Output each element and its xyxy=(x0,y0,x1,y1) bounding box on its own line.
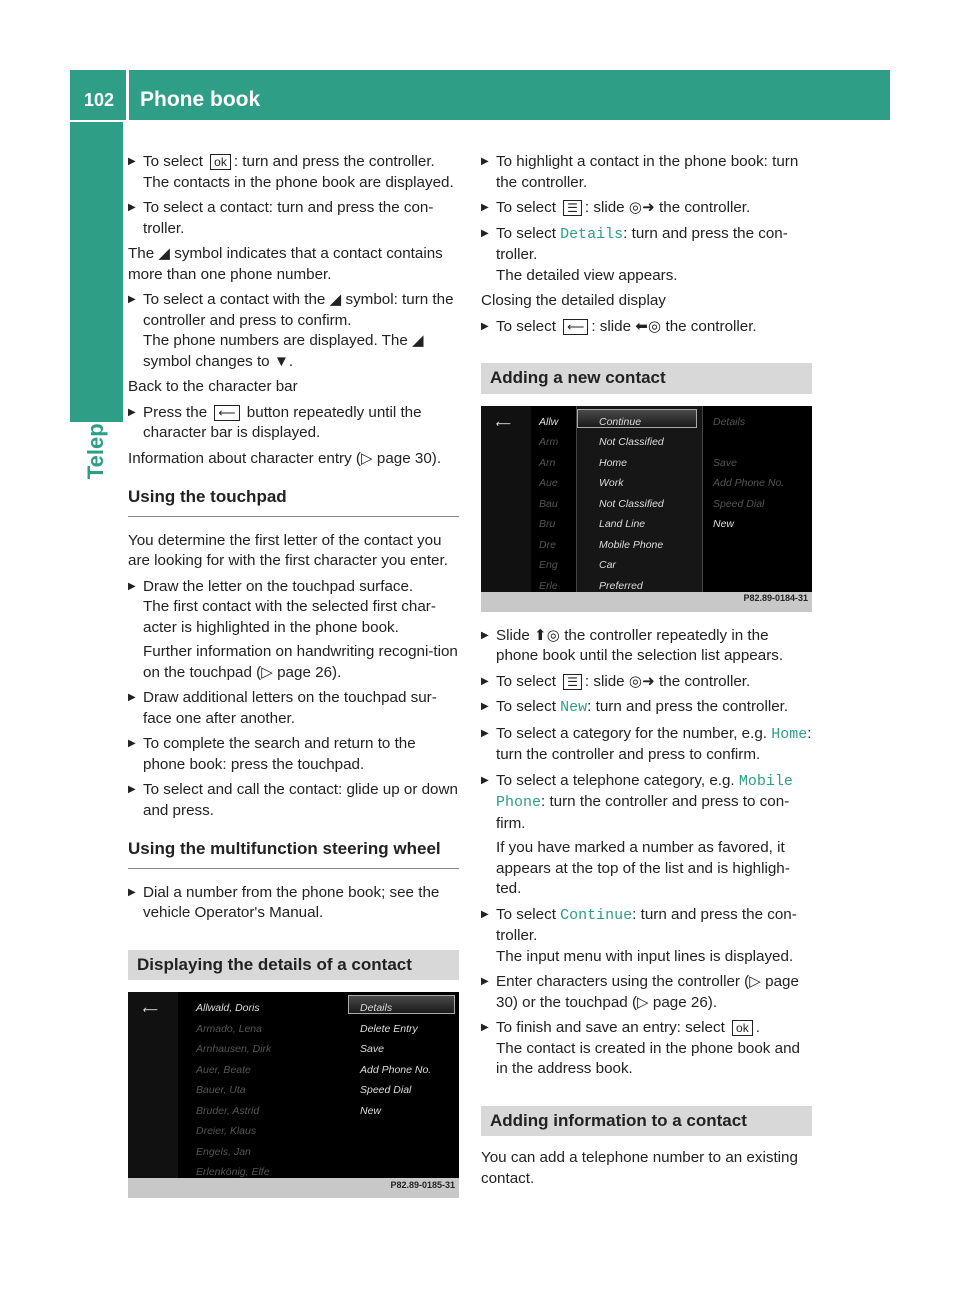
paragraph: Closing the detailed display xyxy=(481,292,666,309)
sidebar-label-box xyxy=(70,310,123,570)
contact-row[interactable]: Aue xyxy=(539,477,558,489)
slide-right-icon: ◎➜ xyxy=(628,672,655,690)
contact-row[interactable]: Allw xyxy=(539,415,559,428)
list-item: ▶ To select and call the contact: glide up or down and press. xyxy=(128,780,459,821)
list-item: ▶ To select a telephone category, e.g. Mobile Phone: turn the controller and press to con-firm. If you have marked a number as favored, it appears at the top of the list and is highligh-ted. xyxy=(481,771,812,900)
paragraph: You determine the first letter of the contact you are looking for with the first character you enter. xyxy=(128,531,448,569)
menu-item[interactable]: New xyxy=(360,1104,382,1117)
list-item: ▶ To select a category for the number, e.g. Home: turn the controller and press to confirm. xyxy=(481,724,812,766)
right-column xyxy=(481,152,812,1194)
category-item[interactable]: Land Line xyxy=(599,518,646,530)
back-arrow-icon: ⟵ xyxy=(563,319,588,335)
left-column xyxy=(128,152,459,1212)
more-numbers-icon: ◢ xyxy=(329,291,342,308)
list-item-sub: The contacts in the phone book are displayed. xyxy=(143,173,454,191)
contact-row[interactable]: Bru xyxy=(539,518,556,530)
screenshot-new-contact xyxy=(481,406,812,612)
menu-item[interactable]: Speed Dial xyxy=(713,497,765,510)
slide-up-icon: ⬆◎ xyxy=(534,626,560,644)
back-icon: ⟵ xyxy=(142,1004,158,1016)
list-item: ▶ Draw additional letters on the touchpad sur-face one after another. xyxy=(128,688,459,729)
contact-row[interactable]: Arnhausen, Dirk xyxy=(196,1043,272,1055)
back-icon: ⟵ xyxy=(495,417,511,430)
section-bar: Displaying the details of a contact xyxy=(128,950,459,981)
contact-row[interactable]: Armado, Lena xyxy=(196,1022,262,1035)
category-item[interactable]: Work xyxy=(599,477,624,489)
list-item-sub: The contact is created in the phone book and in the address book. xyxy=(496,1039,800,1077)
category-item[interactable]: Home xyxy=(599,456,628,469)
list-item: ▶ To select Continue: turn and press the con-troller. The input menu with input lines is displayed. xyxy=(481,905,812,968)
list-item-sub: If you have marked a number as favored, it appears at the top of the list and is highligh-ted. xyxy=(496,839,790,897)
list-item: ▶ To select a contact with the ◢ symbol: turn the controller and press to confirm. The phone numbers are displayed. The ◢ symbol changes to ▼. xyxy=(128,290,459,372)
header-divider xyxy=(126,70,129,120)
list-item-sub: Further information on handwriting recogni-tion on the touchpad (▷ page 26). xyxy=(143,643,458,681)
list-item: ▶ To select ok : turn and press the controller. The contacts in the phone book are displayed. xyxy=(128,152,459,193)
paragraph: The ◢ symbol indicates that a contact contains more than one phone number. xyxy=(128,245,443,283)
contact-row[interactable]: Bruder, Astrid xyxy=(196,1104,260,1117)
category-item[interactable]: Continue xyxy=(599,415,642,428)
contact-row[interactable]: Eng xyxy=(539,559,558,571)
list-item: ▶ To select ⟵ : slide ⬅◎ the controller. xyxy=(481,317,812,338)
list-item: ▶ To select Details: turn and press the con-troller. The detailed view appears. xyxy=(481,224,812,287)
menu-item[interactable]: New xyxy=(713,518,735,530)
list-item: ▶ To select a contact: turn and press the con-troller. xyxy=(128,198,459,239)
contact-row[interactable]: Engels, Jan xyxy=(196,1145,251,1158)
list-item-sub: The input menu with input lines is displayed. xyxy=(496,947,794,965)
menu-item[interactable]: Speed Dial xyxy=(360,1084,412,1096)
list-item: ▶ Dial a number from the phone book; see the vehicle Operator's Manual. xyxy=(128,883,459,924)
list-item: ▶ To select New: turn and press the controller. xyxy=(481,697,812,719)
list-item: ▶ Slide ⬆◎ the controller repeatedly in the phone book until the selection list appears. xyxy=(481,626,812,667)
page-title: Phone book xyxy=(140,88,261,111)
list-item: ▶ To select ☰ : slide ◎➜ the controller. xyxy=(481,672,812,693)
list-item-sub: The first contact with the selected first char-acter is highlighted in the phone book. xyxy=(143,598,436,636)
section-heading: Using the touchpad xyxy=(128,487,459,517)
list-item-sub: The phone numbers are displayed. The ◢ symbol changes to ▼. xyxy=(143,332,424,370)
category-item[interactable]: Car xyxy=(599,559,616,571)
slide-right-icon: ◎➜ xyxy=(628,199,655,216)
contact-row[interactable]: Bauer, Uta xyxy=(196,1084,246,1096)
menu-item[interactable]: Save xyxy=(360,1043,384,1055)
ok-icon: ok xyxy=(732,1020,753,1036)
page-number: 102 xyxy=(84,90,115,110)
list-item: ▶ To select ☰ : slide ◎➜ the controller. xyxy=(481,198,812,219)
ok-icon: ok xyxy=(210,154,231,170)
contact-row[interactable]: Dreier, Klaus xyxy=(196,1125,257,1137)
paragraph: You can add a telephone number to an existing contact. xyxy=(481,1149,798,1187)
paragraph: Information about character entry (▷ page 30). xyxy=(128,449,442,467)
back-arrow-icon: ⟵ xyxy=(214,405,239,421)
contact-row[interactable]: Arn xyxy=(539,456,556,469)
category-item[interactable]: Preferred xyxy=(599,579,643,592)
menu-item[interactable]: Delete Entry xyxy=(360,1022,418,1035)
menu-item[interactable]: Add Phone No. xyxy=(360,1063,432,1076)
contact-row[interactable]: Erle xyxy=(539,579,558,592)
sidebar-label: Telephone xyxy=(83,370,108,480)
figure-code: P82.89-0185-31 xyxy=(390,1179,455,1190)
menu-item[interactable]: Details xyxy=(360,1002,393,1014)
more-numbers-icon: ◢ xyxy=(412,332,424,349)
figure-code: P82.89-0184-31 xyxy=(743,593,808,603)
page-header xyxy=(70,70,890,120)
menu-icon: ☰ xyxy=(563,200,582,216)
contact-row[interactable]: Bau xyxy=(539,497,558,510)
category-item[interactable]: Not Classified xyxy=(599,497,664,510)
expanded-icon: ▼ xyxy=(273,352,289,370)
menu-item[interactable]: Save xyxy=(713,456,737,469)
list-item: ▶ Enter characters using the controller (▷ page 30) or the touchpad (▷ page 26). xyxy=(481,972,812,1013)
list-item-sub: The detailed view appears. xyxy=(496,266,678,284)
list-item: ▶ To complete the search and return to the phone book: press the touchpad. xyxy=(128,734,459,775)
section-heading: Using the multifunction steering wheel xyxy=(128,839,459,869)
contact-row[interactable]: Auer, Beate xyxy=(196,1063,251,1076)
menu-item[interactable]: Add Phone No. xyxy=(713,477,785,489)
contact-row[interactable]: Dre xyxy=(539,538,556,551)
section-bar: Adding information to a contact xyxy=(481,1106,812,1137)
list-item: ▶ To highlight a contact in the phone book: turn the controller. xyxy=(481,152,812,193)
contact-row[interactable]: Allwald, Doris xyxy=(196,1002,260,1014)
section-bar: Adding a new contact xyxy=(481,363,812,394)
menu-item[interactable]: Details xyxy=(713,415,746,428)
list-item: ▶ Draw the letter on the touchpad surface. The first contact with the selected first char-acter is highlighted in the phone book. Further information on handwriting recogni-tion on the touchpad (▷ page 26). xyxy=(128,577,459,684)
screenshot-details xyxy=(128,992,459,1198)
category-item[interactable]: Not Classified xyxy=(599,436,664,448)
more-numbers-icon: ◢ xyxy=(158,245,171,262)
slide-left-icon: ⬅◎ xyxy=(635,317,662,335)
contact-row[interactable]: Arm xyxy=(539,436,559,448)
list-item: ▶ To finish and save an entry: select ok . The contact is created in the phone book and in the address book. xyxy=(481,1018,812,1080)
category-item[interactable]: Mobile Phone xyxy=(599,538,664,551)
list-item: ▶ Press the ⟵ button repeatedly until the character bar is displayed. xyxy=(128,403,459,444)
paragraph: Back to the character bar xyxy=(128,378,298,395)
contact-row[interactable]: Erlenkönig, Elfe xyxy=(196,1166,270,1178)
menu-icon: ☰ xyxy=(563,674,582,690)
